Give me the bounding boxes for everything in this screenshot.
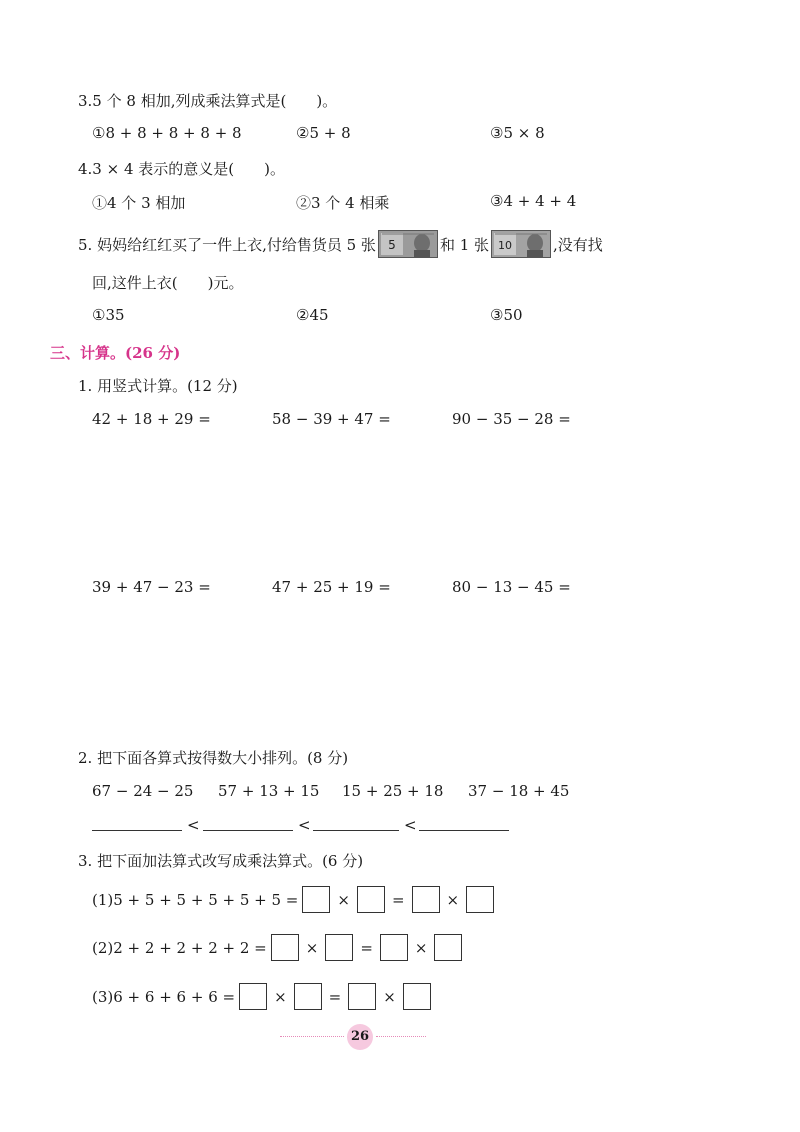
answer-box[interactable] bbox=[434, 934, 462, 961]
vertical-calc-2: 58 − 39 + 47 = bbox=[272, 410, 391, 428]
vertical-calc-5: 47 + 25 + 19 = bbox=[272, 578, 391, 596]
equals-sign: = bbox=[328, 987, 342, 1006]
answer-box[interactable] bbox=[403, 983, 431, 1010]
answer-box[interactable] bbox=[294, 983, 322, 1010]
times-sign: × bbox=[446, 890, 460, 909]
order-expr-4: 37 − 18 + 45 bbox=[468, 782, 570, 800]
mult-row-1-expr: (1)5 + 5 + 5 + 5 + 5 + 5 = bbox=[92, 890, 299, 909]
vertical-calc-6: 80 − 13 − 45 = bbox=[452, 578, 571, 596]
question-5-stem-part1: 5. 妈妈给红红买了一件上衣,付给售货员 5 张 bbox=[78, 235, 376, 254]
question-5-stem-part2: 和 1 张 bbox=[439, 235, 490, 254]
question-3-stem: 3.5 个 8 相加,列成乘法算式是( )。 bbox=[78, 92, 338, 110]
page-number: 26 bbox=[347, 1024, 373, 1050]
vertical-calc-4: 39 + 47 − 23 = bbox=[92, 578, 211, 596]
times-sign: × bbox=[383, 987, 396, 1006]
answer-box[interactable] bbox=[271, 934, 299, 961]
answer-box[interactable] bbox=[302, 886, 330, 913]
order-blank-2[interactable] bbox=[203, 830, 293, 831]
question-4-option-1: ①4 个 3 相加 bbox=[92, 194, 186, 212]
mult-rewrite-row-2 bbox=[92, 934, 462, 961]
order-expr-2: 57 + 13 + 15 bbox=[218, 782, 320, 800]
times-sign: × bbox=[274, 987, 287, 1006]
answer-box[interactable] bbox=[325, 934, 353, 961]
order-blank-3[interactable] bbox=[313, 830, 399, 831]
mult-row-2-expr: (2)2 + 2 + 2 + 2 + 2 = bbox=[92, 938, 267, 957]
question-3-option-2: ②5 + 8 bbox=[296, 124, 351, 142]
times-sign: × bbox=[414, 938, 428, 957]
mult-rewrite-row-1 bbox=[92, 886, 494, 913]
five-yuan-note-value: 5 bbox=[388, 238, 396, 252]
answer-box[interactable] bbox=[239, 983, 267, 1010]
question-5-stem-part3: ,没有找 bbox=[553, 235, 603, 254]
times-sign: × bbox=[337, 890, 350, 909]
mult-row-3-expr: (3)6 + 6 + 6 + 6 = bbox=[92, 987, 236, 1006]
question-4-option-3: ③4 + 4 + 4 bbox=[490, 192, 577, 210]
question-5-option-2: ②45 bbox=[296, 306, 329, 324]
calc-q3-title: 3. 把下面加法算式改写成乘法算式。(6 分) bbox=[78, 852, 364, 870]
calc-q1-title: 1. 用竖式计算。(12 分) bbox=[78, 377, 238, 395]
order-expr-3: 15 + 25 + 18 bbox=[342, 782, 444, 800]
question-4-stem: 4.3 × 4 表示的意义是( )。 bbox=[78, 160, 285, 178]
order-blank-1[interactable] bbox=[92, 830, 182, 831]
answer-box[interactable] bbox=[412, 886, 440, 913]
question-5-option-3: ③50 bbox=[490, 306, 523, 324]
question-3-option-3: ③5 × 8 bbox=[490, 124, 545, 142]
question-5-option-1: ①35 bbox=[92, 306, 125, 324]
order-expr-1: 67 − 24 − 25 bbox=[92, 782, 194, 800]
less-than-sign-1: < bbox=[187, 816, 200, 834]
answer-box[interactable] bbox=[357, 886, 385, 913]
question-5-stem bbox=[78, 230, 603, 258]
equals-sign: = bbox=[391, 890, 405, 909]
calc-q2-title: 2. 把下面各算式按得数大小排列。(8 分) bbox=[78, 749, 349, 767]
vertical-calc-1: 42 + 18 + 29 = bbox=[92, 410, 211, 428]
answer-box[interactable] bbox=[348, 983, 376, 1010]
equals-sign: = bbox=[360, 938, 373, 957]
answer-box[interactable] bbox=[466, 886, 494, 913]
section-3-heading: 三、计算。(26 分) bbox=[50, 344, 181, 362]
ten-yuan-banknote-icon bbox=[491, 230, 551, 258]
question-5-stem-line2: 回,这件上衣( )元。 bbox=[92, 274, 244, 292]
mult-rewrite-row-3 bbox=[92, 983, 431, 1010]
question-4-option-2: ②3 个 4 相乘 bbox=[296, 194, 390, 212]
ten-yuan-note-value: 10 bbox=[498, 239, 513, 252]
times-sign: × bbox=[305, 938, 319, 957]
less-than-sign-2: < bbox=[298, 816, 311, 834]
five-yuan-banknote-icon bbox=[378, 230, 438, 258]
less-than-sign-3: < bbox=[404, 816, 417, 834]
footer-dotted-rule-right bbox=[376, 1036, 426, 1037]
order-blank-4[interactable] bbox=[419, 830, 509, 831]
footer-dotted-rule-left bbox=[280, 1036, 344, 1037]
vertical-calc-3: 90 − 35 − 28 = bbox=[452, 410, 571, 428]
question-3-option-1: ①8 + 8 + 8 + 8 + 8 bbox=[92, 124, 242, 142]
answer-box[interactable] bbox=[380, 934, 408, 961]
